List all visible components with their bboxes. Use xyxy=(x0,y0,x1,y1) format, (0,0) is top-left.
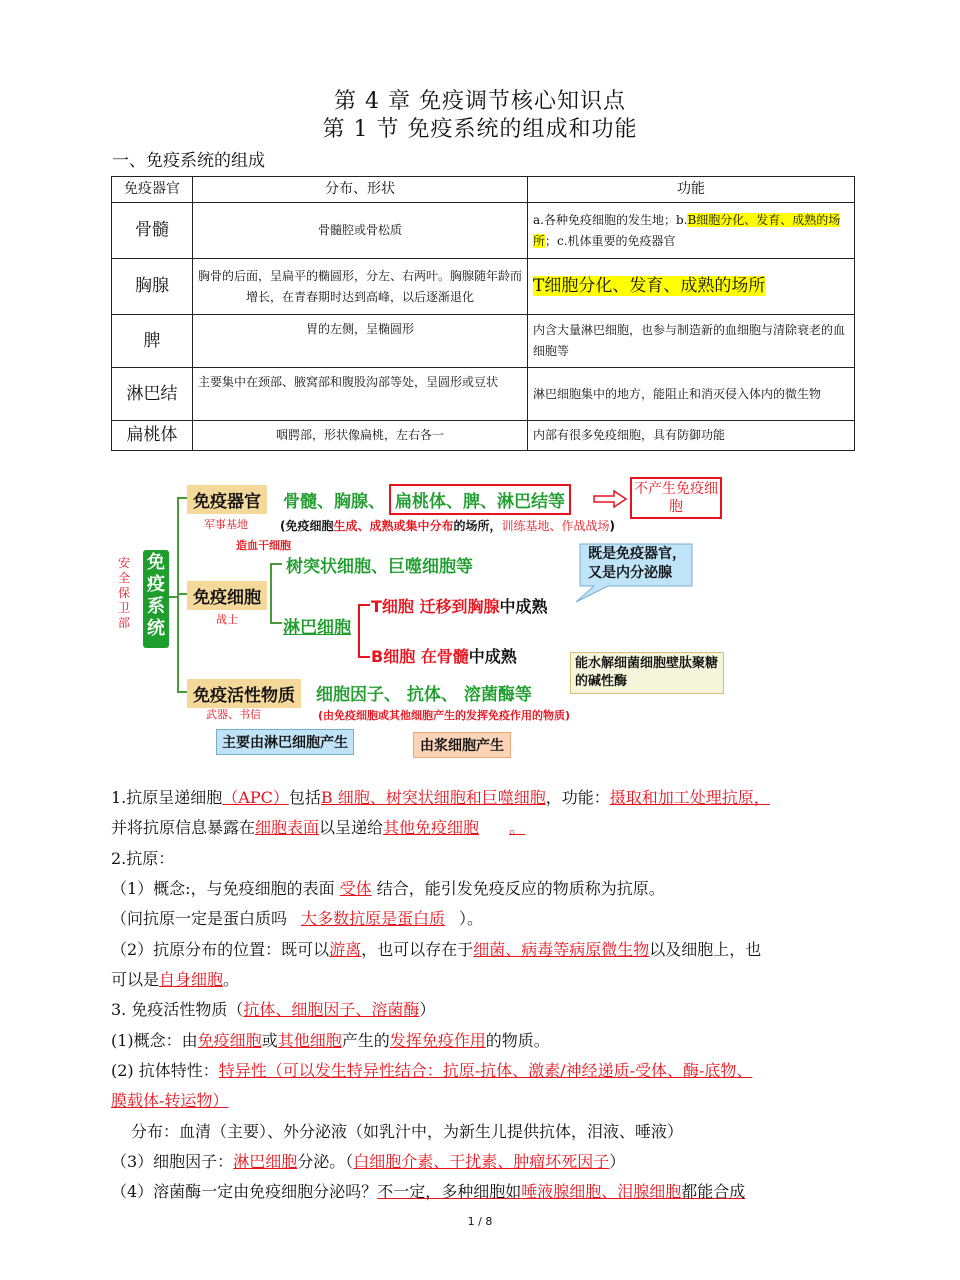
organ-name: 骨髓 xyxy=(112,203,193,259)
table-row xyxy=(112,259,855,315)
organ-distribution: 咽腭部，形状像扁桃，左右各一 xyxy=(193,421,528,451)
active-list: 细胞因子、 抗体、 溶菌酶等 xyxy=(316,685,532,705)
no-produce-box: 不产生免疫细胞 xyxy=(630,477,722,519)
organs-node: 免疫器官 xyxy=(187,485,267,514)
note-line: 分布：血清（主要）、外分泌液（如乳汁中，为新生儿提供抗体，泪液、唾液） xyxy=(131,1122,684,1141)
section-title: 第 1 节 免疫系统的组成和功能 xyxy=(322,117,638,142)
organ-distribution: 主要集中在颈部、腋窝部和腹股沟部等处，呈圆形或豆状 xyxy=(193,368,528,421)
note-line: 可以是自身细胞。 xyxy=(111,970,240,989)
active-substances-node: 免疫活性物质 xyxy=(187,679,301,708)
header-cell: 分布、形状 xyxy=(193,177,528,203)
header-cell: 功能 xyxy=(528,177,855,203)
table-row xyxy=(112,315,855,368)
organ-function: 淋巴细胞集中的地方，能阻止和消灭侵入体内的微生物 xyxy=(528,368,855,421)
header-cell: 免疫器官 xyxy=(112,177,193,203)
organs-no-cell: 扁桃体、脾、淋巴结等 xyxy=(389,484,571,515)
organs-list: 骨髓、胸腺、 xyxy=(283,492,385,512)
note-line: (1)概念：由免疫细胞或其他细胞产生的发挥免疫作用的物质。 xyxy=(111,1031,550,1050)
active-note: (由免疫细胞或其他细胞产生的发挥免疫作用的物质) xyxy=(318,709,571,722)
chapter-title: 第 4 章 免疫调节核心知识点 xyxy=(334,89,626,114)
connector xyxy=(169,596,177,598)
note-line: (2) 抗体特性：特异性（可以发生特异性结合：抗原-抗体、激素/神经递质-受体、酶-底物、 xyxy=(111,1061,753,1080)
organ-distribution: 胃的左侧，呈椭圆形 xyxy=(193,315,528,368)
cells-list: 树突状细胞、巨噬细胞等 xyxy=(286,557,473,577)
note-line: （3）细胞因子：淋巴细胞分泌。（白细胞介素、干扰素、肿瘤坏死因子） xyxy=(111,1152,626,1171)
connector xyxy=(177,497,187,499)
table-row xyxy=(112,421,855,451)
note-line: （4）溶菌酶一定由免疫细胞分泌吗？不一定，多种细胞如唾液腺细胞、泪腺细胞都能合成 xyxy=(111,1182,746,1201)
organ-name: 淋巴结 xyxy=(112,368,193,421)
connector xyxy=(270,622,282,624)
root-node: 免疫系统 xyxy=(143,550,169,648)
organ-function: 内含大量淋巴细胞，也参与制造新的血细胞与清除衰老的血细胞等 xyxy=(528,315,855,368)
plasma-produce-box: 由浆细胞产生 xyxy=(413,732,511,758)
note-line: （问抗原一定是蛋白质吗 大多数抗原是蛋白质 ）。 xyxy=(111,909,484,928)
organ-name: 脾 xyxy=(112,315,193,368)
organ-name: 扁桃体 xyxy=(112,421,193,451)
note-line: 2.抗原： xyxy=(111,849,175,868)
connector xyxy=(270,563,272,623)
organs-note: (免疫细胞生成、成熟或集中分布的场所，训练基地、作战战场) xyxy=(280,519,616,533)
connector xyxy=(177,497,179,693)
connector xyxy=(358,604,370,658)
note-line: （2）抗原分布的位置：既可以游离，也可以存在于细菌、病毒等病原微生物以及细胞上，也 xyxy=(111,940,762,959)
cells-sub: 战士 xyxy=(216,613,238,626)
table-row xyxy=(112,203,855,259)
lymphocyte-node: 淋巴细胞 xyxy=(283,618,351,638)
organ-function: T细胞分化、发育、成熟的场所 xyxy=(528,259,855,315)
organ-name: 胸腺 xyxy=(112,259,193,315)
organ-distribution: 骨髓腔或骨松质 xyxy=(193,203,528,259)
note-line: （1）概念:，与免疫细胞的表面 受体 结合，能引发免疫反应的物质称为抗原。 xyxy=(111,879,665,898)
connector xyxy=(177,691,187,693)
note-line: 膜载体-转运物） xyxy=(111,1091,229,1110)
left-label: 安全保卫部 xyxy=(118,556,131,630)
connector xyxy=(270,563,282,565)
part-heading: 一、免疫系统的组成 xyxy=(112,151,265,171)
note-line: 并将抗原信息暴露在细胞表面以呈递给其他免疫细胞 。 xyxy=(111,818,526,837)
t-cell-line: T细胞 迁移到胸腺中成熟 xyxy=(371,597,548,616)
organ-distribution: 胸骨的后面，呈扁平的椭圆形，分左、右两叶。胸腺随年龄而增长，在青春期时达到高峰，以后逐渐退化 xyxy=(193,259,528,315)
note-line: 3. 免疫活性物质（抗体、细胞因子、溶菌酶） xyxy=(111,1000,436,1019)
organ-function: a.各种免疫细胞的发生地；b.B细胞分化、发育、成熟的场所；c.机体重要的免疫器官 xyxy=(528,203,855,259)
note-line: 1.抗原呈递细胞（APC）包括B 细胞、树突状细胞和巨噬细胞，功能：摄取和加工处理抗原， xyxy=(111,788,770,807)
immune-organs-table xyxy=(111,176,855,451)
b-cell-line: B细胞 在骨髓中成熟 xyxy=(371,647,517,666)
page-number: 1 / 8 xyxy=(467,1215,493,1228)
connector xyxy=(177,593,187,595)
table-header-row xyxy=(112,177,855,203)
active-sub: 武器、书信 xyxy=(206,708,261,721)
cells-node: 免疫细胞 xyxy=(187,581,267,610)
organs-sub: 军事基地 xyxy=(204,518,248,531)
blood-stem-label: 造血干细胞 xyxy=(236,539,291,552)
lymph-produce-box: 主要由淋巴细胞产生 xyxy=(216,729,354,755)
table-row xyxy=(112,368,855,421)
organ-function: 内部有很多免疫细胞，具有防御功能 xyxy=(528,421,855,451)
